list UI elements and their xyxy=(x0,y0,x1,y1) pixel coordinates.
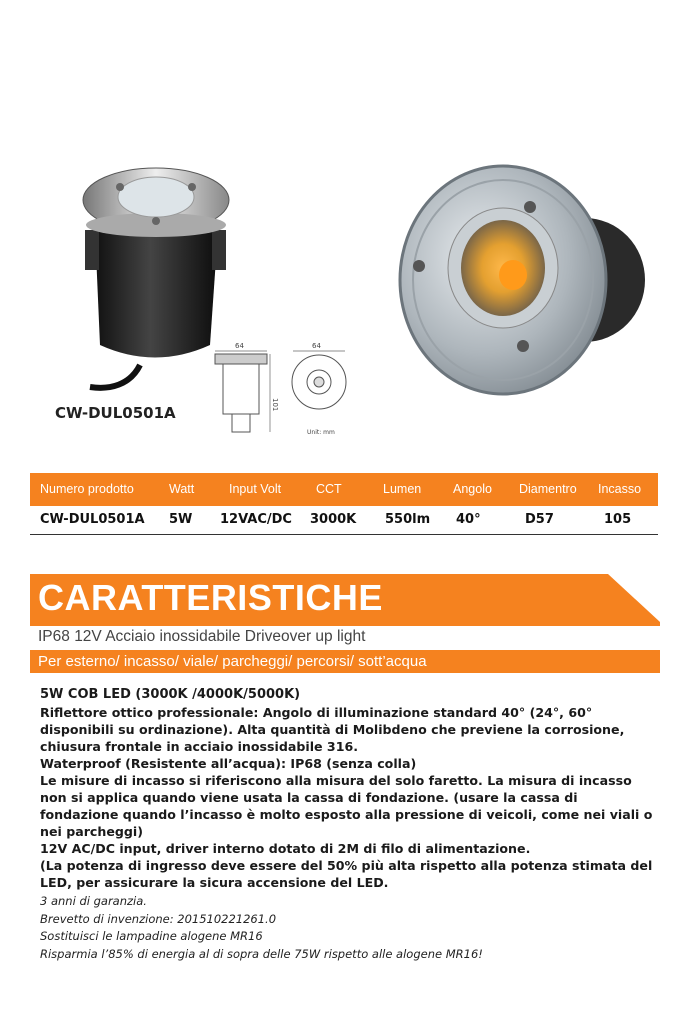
features-heading: 5W COB LED (3000K /4000K/5000K) xyxy=(40,687,301,702)
th-recess: Incasso xyxy=(598,482,642,496)
drawing-unit: Unit: mm xyxy=(307,429,335,436)
feature-line-5: (La potenza di ingresso deve essere del 50% più alta rispetto alla potenza stimata del LED, per assicurare la sicura accensione del LED. xyxy=(40,858,653,890)
td-recess: 105 xyxy=(604,512,632,527)
model-title: CW-DUL0501A xyxy=(55,404,176,422)
dim-height-label: 101 xyxy=(271,398,279,412)
th-angle: Angolo xyxy=(453,482,492,496)
features-title: CARATTERISTICHE xyxy=(38,577,383,618)
product-photo-front xyxy=(395,150,655,415)
td-watt: 5W xyxy=(169,512,193,527)
note-warranty: 3 anni di garanzia. xyxy=(40,894,147,908)
usage-text: Per esterno/ incasso/ viale/ parcheggi/ percorsi/ sott’acqua xyxy=(38,653,427,670)
feature-line-4: 12V AC/DC input, driver interno dotato di 2M di filo di alimentazione. xyxy=(40,841,531,856)
technical-drawing-side xyxy=(205,340,285,440)
note-energy: Risparmia l’85% di energia al di sopra delle 75W rispetto alle alogene MR16! xyxy=(40,946,483,961)
td-diameter: D57 xyxy=(525,512,554,527)
spec-table-header xyxy=(30,473,658,506)
th-watt: Watt xyxy=(169,482,195,496)
td-angle: 40° xyxy=(456,512,481,527)
td-product-number: CW-DUL0501A xyxy=(40,512,145,527)
dim-width-label-top: 64 xyxy=(312,342,321,350)
notes xyxy=(40,893,660,963)
th-product-number: Numero prodotto xyxy=(40,482,134,496)
features-subtitle: IP68 12V Acciaio inossidabile Driveover up light xyxy=(38,628,366,645)
td-cct: 3000K xyxy=(310,512,357,527)
feature-line-2: Waterproof (Resistente all’acqua): IP68 (senza colla) xyxy=(40,756,417,771)
features-description xyxy=(40,686,660,891)
spec-table-row xyxy=(30,506,658,535)
feature-line-1: Riflettore ottico professionale: Angolo di illuminazione standard 40° (24°, 60° disponibili su ordinazione). Alta quantità di Molibdeno che previene la corrosione, chiusura frontale in acciaio inossidabile 316. xyxy=(40,705,625,754)
feature-line-3: Le misure di incasso si riferiscono alla misura del solo faretto. La misura di incasso non si applica quando viene usata la cassa di fondazione. (usare la cassa di fondazione quando l’incasso è molto esposto alla pressione di veicoli, come nei viali o nei parcheggi) xyxy=(40,773,653,839)
td-input-volt: 12VAC/DC xyxy=(220,512,292,527)
note-replace: Sostituisci le lampadine alogene MR16 xyxy=(40,929,263,944)
th-diameter: Diamentro xyxy=(519,482,577,496)
td-lumen: 550lm xyxy=(385,512,431,527)
note-patent: Brevetto di invenzione: 201510221261.0 xyxy=(40,911,277,926)
dim-width-label: 64 xyxy=(235,342,244,350)
th-cct: CCT xyxy=(316,482,342,496)
technical-drawing-top xyxy=(285,340,355,440)
th-input-volt: Input Volt xyxy=(229,482,282,496)
th-lumen: Lumen xyxy=(383,482,422,496)
